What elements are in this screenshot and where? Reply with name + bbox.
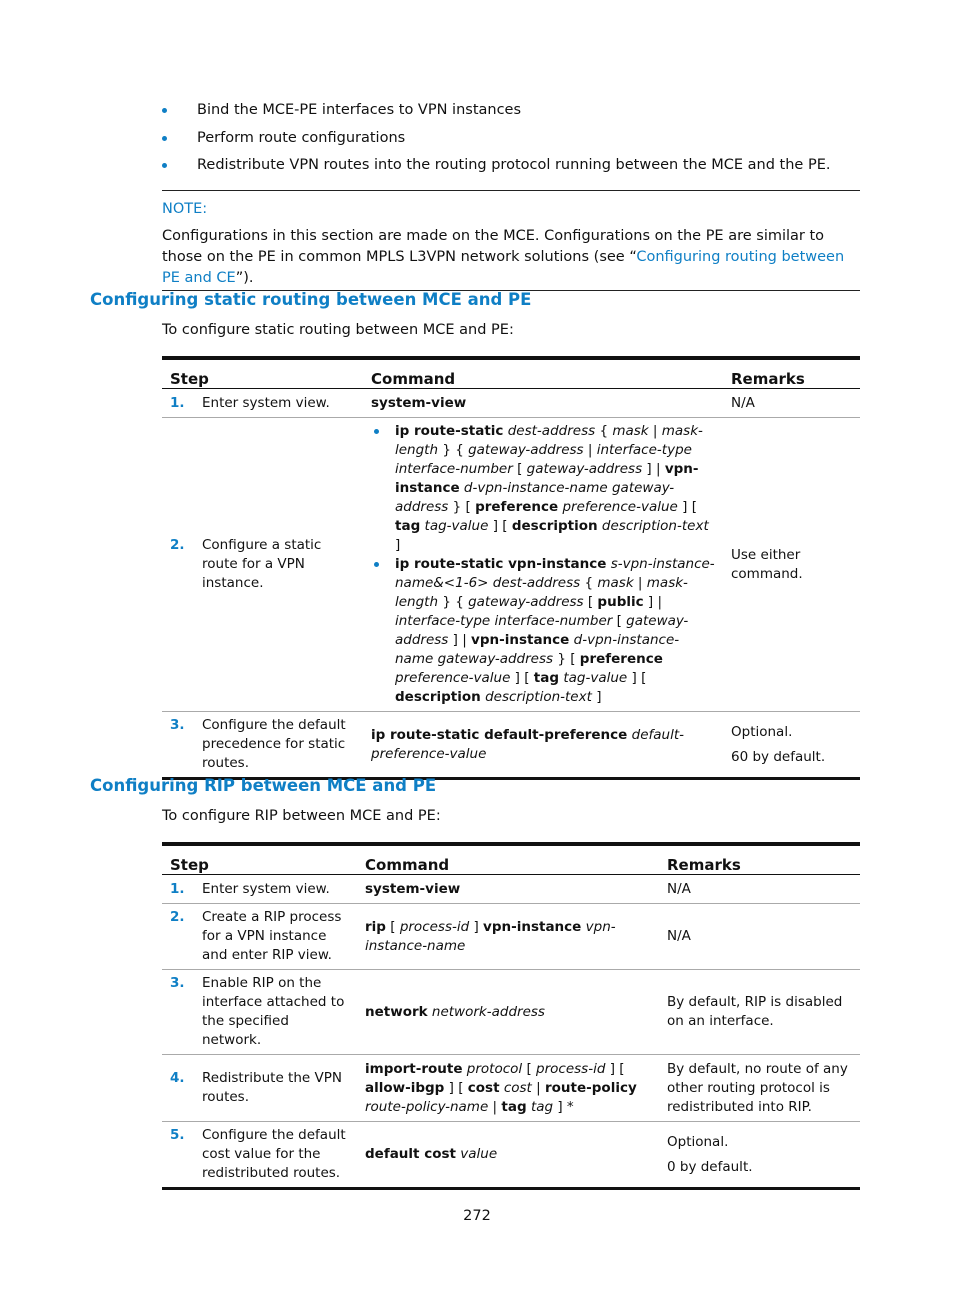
command-keyword: allow-ibgp [365, 1079, 445, 1096]
command-punctuation: [ [612, 613, 627, 629]
remarks-cell [659, 1122, 860, 1189]
command-punctuation: } [ [448, 499, 476, 515]
command-cell [363, 712, 723, 779]
header-remarks: Remarks [659, 844, 860, 875]
command-argument: tag-value [424, 518, 489, 534]
table-header-row [162, 358, 860, 389]
table-row [162, 418, 860, 712]
remark-text: 60 by default. [731, 748, 826, 765]
header-remarks: Remarks [723, 358, 860, 389]
remark-text: By default, no route of any other routing protocol is redistributed into RIP. [667, 1060, 848, 1115]
step-text: Configure the default precedence for static routes. [202, 717, 346, 771]
command-cell [363, 418, 723, 712]
command-punctuation: ] [469, 918, 484, 935]
command-argument: mask-length [395, 575, 688, 610]
remark-text: 0 by default. [667, 1158, 753, 1175]
remark-text: Use either command. [731, 546, 803, 582]
command-argument: preference-value [395, 670, 511, 686]
command-punctuation: } [ [553, 651, 580, 667]
command-text [365, 1146, 497, 1162]
command-argument: mask-length [395, 423, 703, 458]
command-text [395, 423, 709, 553]
command-punctuation: { [595, 423, 613, 439]
command-keyword: public [597, 594, 644, 610]
header-step: Step [162, 358, 363, 389]
step-text: Create a RIP process for a VPN instance and enter RIP view. [202, 909, 342, 963]
command-punctuation: ] * [553, 1098, 574, 1115]
command-punctuation: | [488, 1098, 502, 1115]
step-text: Configure the default cost value for the redistributed routes. [202, 1127, 346, 1181]
command-argument: mask [612, 423, 649, 439]
section-intro-rip: To configure RIP between MCE and PE: [162, 808, 441, 824]
bullet-text: Bind the MCE-PE interfaces to VPN instances [197, 102, 522, 118]
bullet-list [162, 100, 862, 183]
command-argument: route-policy-name [365, 1098, 489, 1115]
table-header-row [162, 844, 860, 875]
step-number: 3. [170, 717, 185, 733]
note-box [162, 190, 860, 291]
list-item [162, 128, 862, 156]
command-keyword: tag [533, 670, 560, 686]
list-item [162, 100, 862, 128]
step-number: 2. [170, 909, 185, 925]
command-keyword: vpn-instance [483, 918, 582, 935]
remarks-cell [723, 712, 860, 779]
command-punctuation: [ [522, 1060, 537, 1077]
command-text [395, 556, 715, 705]
command-keyword: route-policy [545, 1079, 637, 1096]
step-cell [162, 875, 357, 904]
command-punctuation: ] [395, 537, 401, 553]
step-cell [162, 1055, 357, 1122]
command-argument: dest-address [507, 423, 596, 439]
command-keyword: ip route-static vpn-instance [395, 556, 607, 572]
command-punctuation: [ [385, 918, 400, 935]
remarks-cell [659, 904, 860, 970]
command-text [371, 395, 466, 411]
step-cell [162, 970, 357, 1055]
remark-text: By default, RIP is disabled on an interface. [667, 994, 843, 1029]
command-punctuation: | [531, 1079, 545, 1096]
command-argument: d-vpn-instance-name gateway-address [395, 480, 675, 515]
command-punctuation: ] [ [627, 670, 647, 686]
note-link[interactable]: Configuring routing between PE and CE [162, 249, 845, 286]
remarks-cell [723, 389, 860, 418]
command-punctuation: | [633, 575, 647, 591]
remark-text: N/A [667, 880, 691, 897]
command-keyword: vpn-instance [471, 632, 570, 648]
table-row [162, 1055, 860, 1122]
command-keyword: tag [501, 1098, 527, 1115]
step-text: Enter system view. [202, 880, 330, 897]
command-argument: protocol [466, 1060, 523, 1077]
command-punctuation: ] [591, 689, 602, 705]
step-cell [162, 712, 363, 779]
command-punctuation: ] [ [444, 1079, 468, 1096]
command-punctuation: ] | [642, 461, 665, 477]
command-text [371, 727, 684, 762]
bullet-icon [162, 136, 167, 141]
rip-table [162, 842, 860, 1190]
step-cell [162, 418, 363, 712]
step-text: Configure a static route for a VPN instance. [202, 537, 322, 591]
command-argument: network-address [431, 1003, 545, 1020]
command-punctuation: ] | [643, 594, 663, 610]
table-row [162, 389, 860, 418]
command-punctuation: ] [ [510, 670, 534, 686]
command-argument: gateway-address [526, 461, 643, 477]
list-item [162, 155, 862, 183]
command-argument: value [460, 1146, 498, 1162]
remarks-cell [723, 418, 860, 712]
step-number: 2. [170, 537, 185, 553]
header-command: Command [363, 358, 723, 389]
command-cell [357, 1122, 659, 1189]
command-keyword: default cost [365, 1146, 456, 1162]
static-routing-table [162, 356, 860, 780]
remarks-cell [659, 875, 860, 904]
bullet-icon [162, 163, 167, 168]
table-row [162, 875, 860, 904]
command-cell [357, 904, 659, 970]
header-step: Step [162, 844, 357, 875]
command-argument: tag-value [563, 670, 628, 686]
command-text [365, 1061, 637, 1115]
command-punctuation: } { [438, 442, 469, 458]
command-punctuation: | [583, 442, 597, 458]
section-heading-static-routing: Configuring static routing between MCE and PE [90, 290, 532, 309]
table-row [162, 970, 860, 1055]
command-punctuation: | [648, 423, 662, 439]
command-keyword: preference [579, 651, 663, 667]
bullet-icon [162, 108, 167, 113]
command-argument: gateway-address [395, 613, 689, 648]
command-option [371, 555, 715, 707]
command-argument: d-vpn-instance-name gateway-address [395, 632, 680, 667]
command-keyword: tag [395, 518, 421, 534]
step-text: Enter system view. [202, 394, 330, 411]
command-argument: cost [503, 1079, 532, 1096]
note-text-before: Configurations in this section are made on the MCE. Configurations on the PE are similar to those on the PE in common MPLS L3VPN network solutions (see “ [162, 228, 825, 265]
command-argument: description-text [601, 518, 709, 534]
command-punctuation: ] [ [605, 1060, 625, 1077]
command-cell [357, 1055, 659, 1122]
command-punctuation: ] | [448, 632, 472, 648]
table-row [162, 904, 860, 970]
table-row [162, 712, 860, 779]
command-argument: preference-value [562, 499, 678, 515]
note-text-after: ”). [235, 270, 254, 286]
step-cell [162, 1122, 357, 1189]
command-keyword: description [395, 689, 481, 705]
command-argument: default-preference-value [371, 726, 684, 762]
step-number: 4. [170, 1070, 185, 1086]
step-cell [162, 904, 357, 970]
bullet-text: Redistribute VPN routes into the routing protocol running between the MCE and the PE. [197, 157, 831, 173]
command-cell [357, 875, 659, 904]
command-keyword: import-route [365, 1060, 463, 1077]
remark-text: N/A [731, 394, 755, 411]
remark-text: Optional. [731, 723, 793, 740]
command-option [371, 422, 715, 555]
step-number: 1. [170, 394, 185, 411]
command-punctuation: [ [512, 461, 527, 477]
command-argument: tag [530, 1098, 554, 1115]
command-keyword: preference [475, 499, 559, 515]
command-text [365, 1004, 545, 1020]
command-argument: interface-type interface-number [395, 613, 613, 629]
command-options [371, 422, 715, 707]
command-punctuation: [ [583, 594, 598, 610]
command-argument: s-vpn-instance-name&<1-6> dest-address [395, 556, 715, 591]
command-keyword: ip route-static default-preference [371, 726, 628, 743]
command-argument: description-text [485, 689, 592, 705]
bullet-text: Perform route configurations [197, 129, 406, 146]
command-punctuation: } { [438, 594, 469, 610]
note-text [162, 226, 860, 289]
step-number: 3. [170, 975, 185, 991]
command-punctuation: { [580, 575, 598, 591]
command-punctuation: ] [ [488, 518, 512, 534]
page-number: 272 [463, 1208, 491, 1224]
command-cell [357, 970, 659, 1055]
command-argument: process-id [399, 918, 470, 935]
command-keyword: vpn-instance [395, 461, 699, 496]
command-text [365, 919, 616, 954]
command-argument: process-id [536, 1060, 606, 1077]
step-text: Enable RIP on the interface attached to the specified network. [202, 975, 345, 1048]
command-argument: mask [597, 575, 634, 591]
command-punctuation: ] [ [677, 499, 697, 515]
table-row [162, 1122, 860, 1189]
remark-text: N/A [667, 928, 691, 944]
command-keyword: system-view [371, 394, 467, 411]
command-keyword: system-view [365, 880, 461, 897]
command-keyword: cost [467, 1079, 500, 1096]
step-text: Redistribute the VPN routes. [202, 1070, 342, 1105]
step-cell [162, 389, 363, 418]
command-keyword: network [365, 1003, 428, 1020]
header-command: Command [357, 844, 659, 875]
remarks-cell [659, 1055, 860, 1122]
command-keyword: description [511, 518, 598, 534]
command-argument: gateway-address [468, 594, 584, 610]
step-number: 5. [170, 1127, 185, 1143]
note-title: NOTE: [162, 201, 208, 217]
command-argument: vpn-instance-name [365, 918, 616, 954]
section-heading-rip: Configuring RIP between MCE and PE [90, 776, 437, 795]
command-keyword: ip route-static [395, 423, 504, 439]
step-number: 1. [170, 880, 185, 897]
section-intro-static: To configure static routing between MCE and PE: [162, 322, 514, 338]
command-argument: interface-type interface-number [395, 442, 692, 477]
remarks-cell [659, 970, 860, 1055]
remark-text: Optional. [667, 1133, 729, 1150]
command-keyword: rip [365, 918, 386, 935]
command-argument: gateway-address [468, 442, 584, 458]
command-cell [363, 389, 723, 418]
command-text [365, 881, 460, 897]
